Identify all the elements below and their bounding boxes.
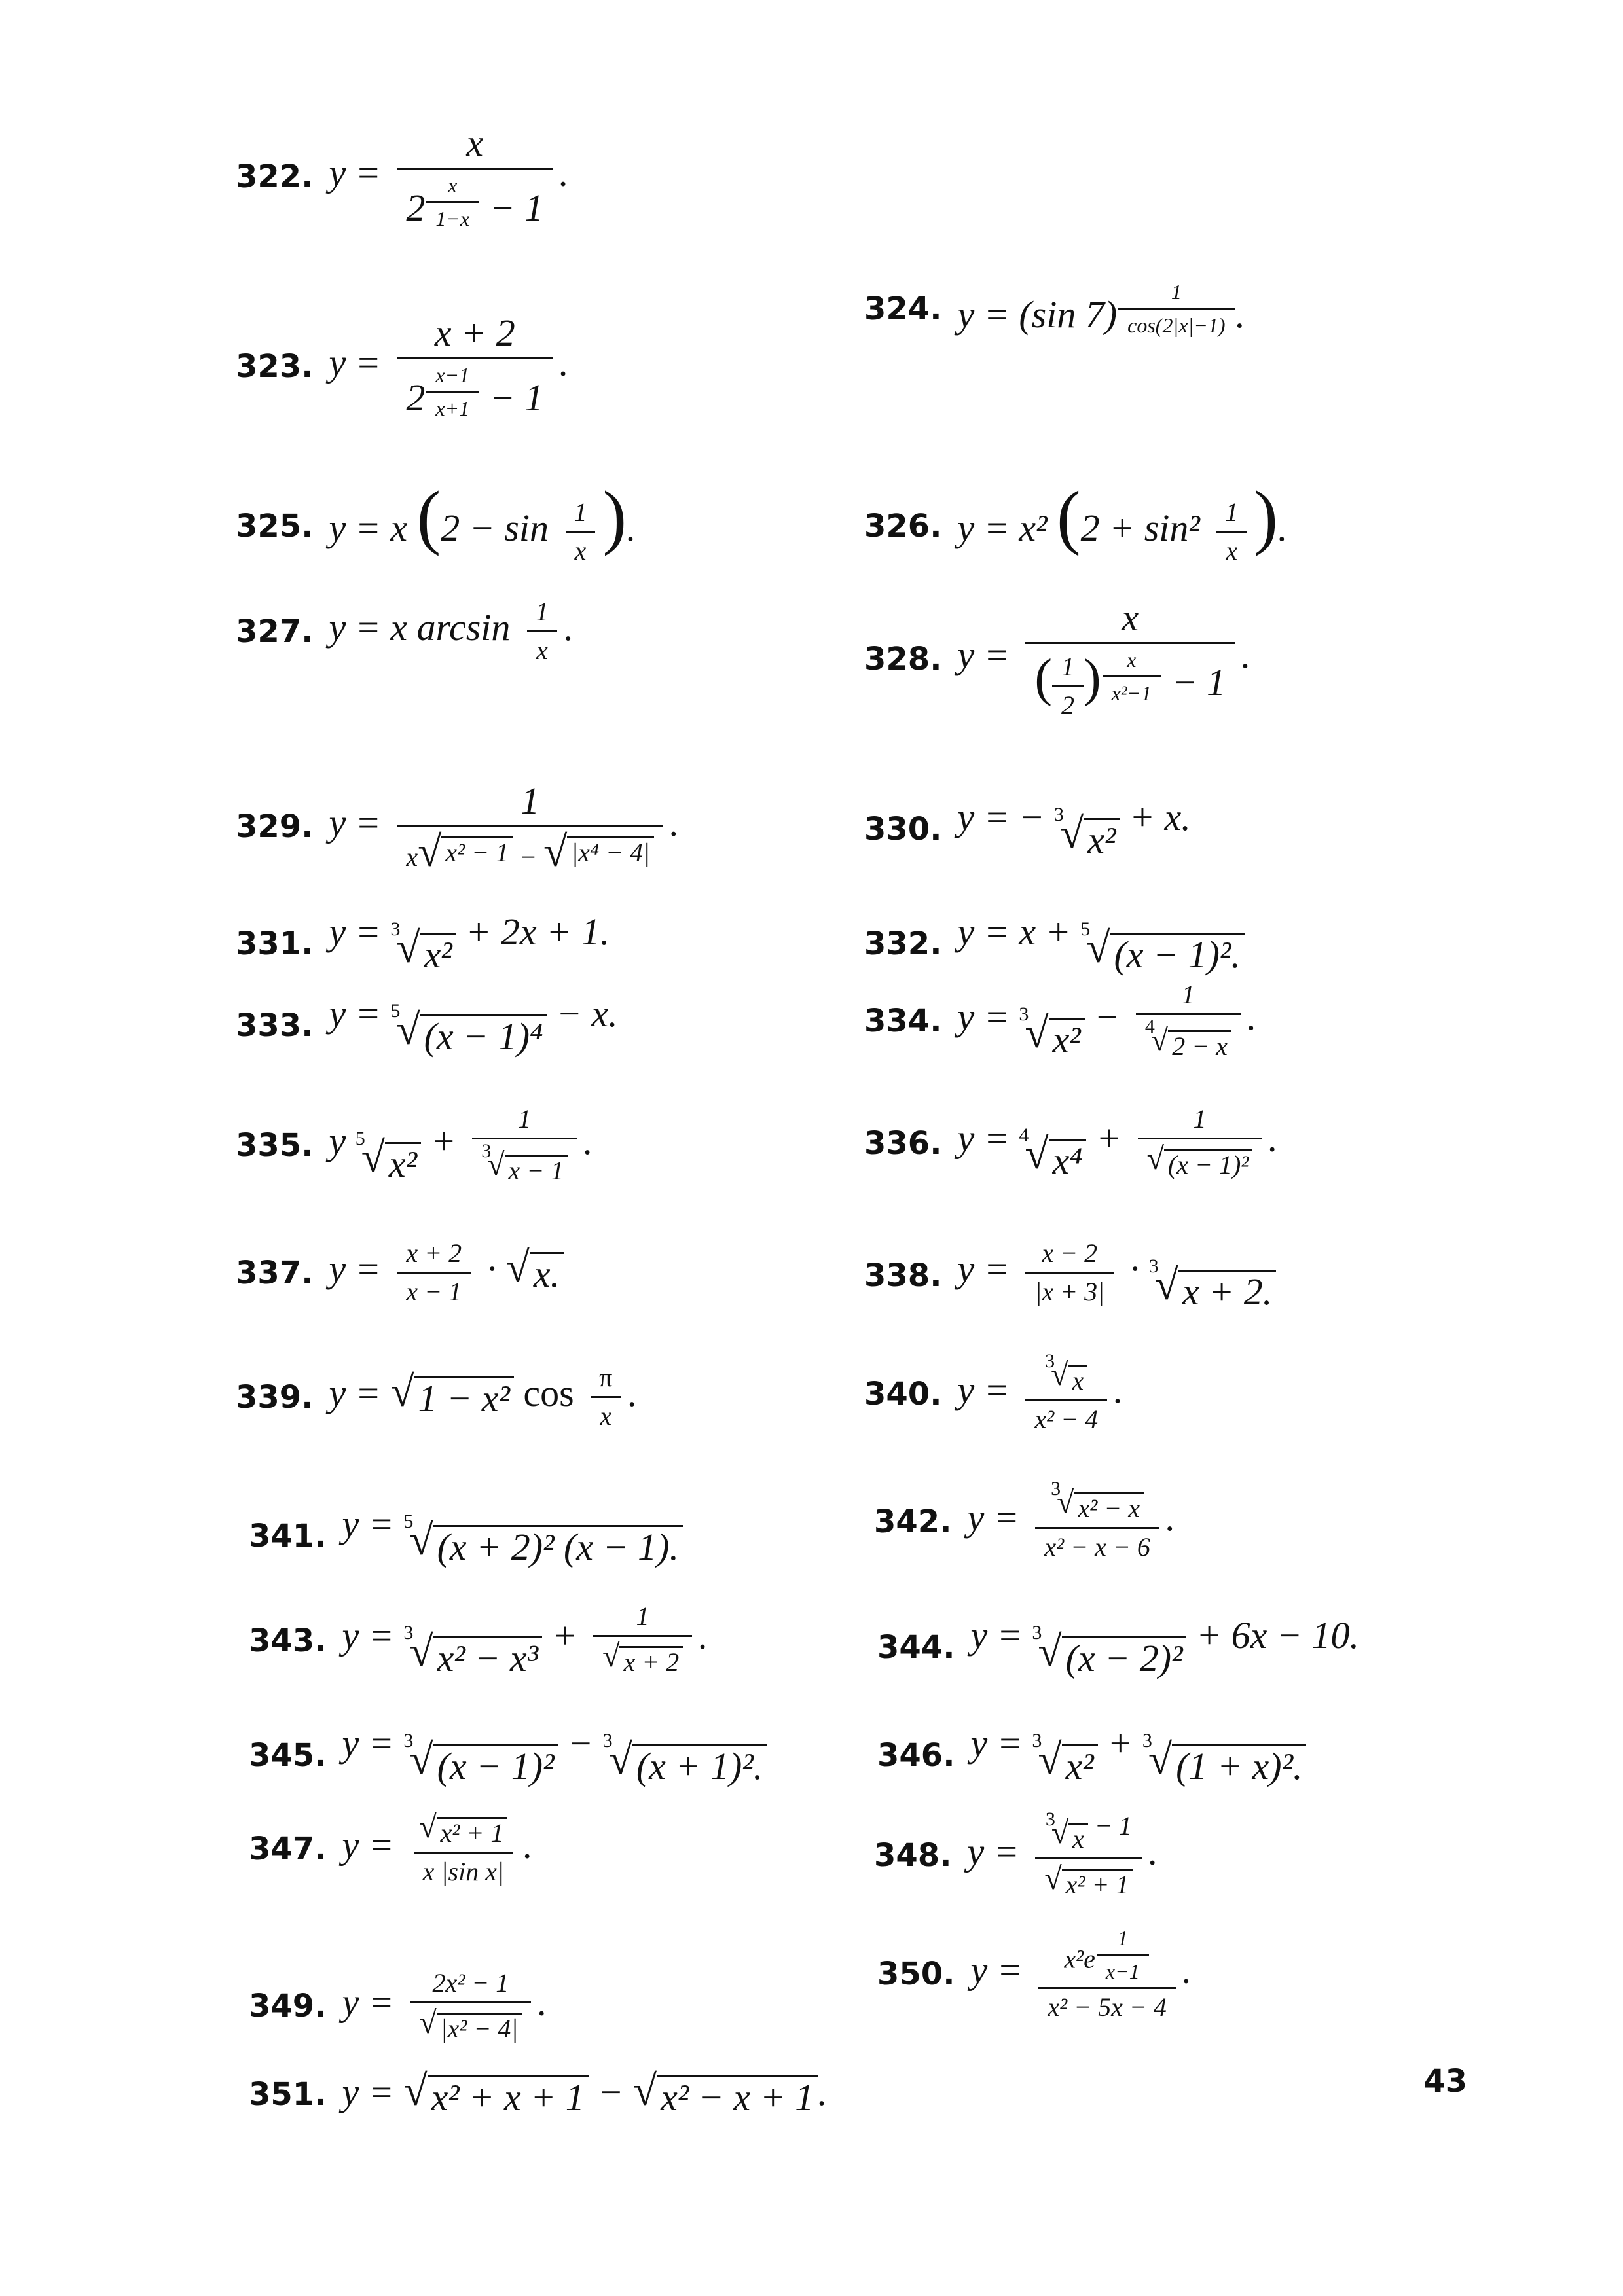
problem-number: 326. (864, 507, 942, 545)
equation: y = x²e $^{\frac{1}{x-1}}$ x² − 5x − 4 . (970, 1926, 1192, 2022)
problem-number: 349. (249, 1988, 327, 2024)
problem-350 (877, 1928, 1192, 2020)
problem-number: 336. (864, 1124, 942, 1162)
problem-number: 348. (874, 1837, 952, 1874)
problem-323 (236, 314, 569, 419)
problem-326 (864, 476, 1288, 566)
equation: y = − 3 √ x² + x. (957, 796, 1191, 861)
problem-324 (864, 281, 1245, 336)
equation: y = √ 1 − x² cos $\frac{\pi}{x}$ . (329, 1363, 638, 1431)
equation: y = 3 √ x² − x x² − x − 6 . (967, 1478, 1176, 1562)
equation: y = 3 √ (x − 1)² − 3 √ (x + 1)². (342, 1725, 767, 1785)
problem-335 (236, 1106, 593, 1184)
problem-343 (249, 1602, 708, 1680)
equation: y = x (2 − sin $\frac{1}{x}$ ). (329, 476, 636, 566)
problem-number: 337. (236, 1254, 314, 1291)
problem-340 (864, 1350, 1123, 1434)
equation: y = x arcsin $\frac{1}{x}$ . (329, 597, 574, 665)
problem-number: 330. (864, 810, 942, 848)
problem-number: 334. (864, 1002, 942, 1039)
problem-329 (236, 780, 680, 876)
equation: y = x ( $\frac{1}{2}$ ) $^{\frac{x}{\text{x²−1}}}$ − 1 . (957, 596, 1251, 720)
problem-322 (236, 124, 569, 229)
problem-number: 328. (864, 640, 942, 677)
problem-348 (874, 1808, 1158, 1899)
problem-number: 331. (236, 925, 314, 962)
equation: y = √ x² + 1 x |sin x| . (342, 1810, 533, 1886)
problem-number: 338. (864, 1257, 942, 1294)
problem-number: 335. (236, 1126, 314, 1164)
problem-339 (236, 1365, 638, 1429)
problem-327 (236, 599, 574, 664)
problem-346 (877, 1722, 1306, 1787)
problem-333 (236, 992, 618, 1058)
equation: y = x + 5 √ (x − 1)². (957, 913, 1244, 974)
problem-number: 332. (864, 925, 942, 962)
problem-336 (864, 1104, 1278, 1183)
problem-number: 341. (249, 1517, 327, 1554)
equation: y = x + 2 2 $^{\frac{x-1}{x+1}}$ − 1 . (329, 312, 569, 420)
problem-330 (864, 798, 1191, 859)
problem-342 (874, 1478, 1176, 1562)
equation: y = $\frac{x - 2}{|x + 3|}$ · 3 √ x + 2. (957, 1240, 1276, 1311)
equation: y = 3 √ x² + 3 √ (1 + x)². (970, 1725, 1306, 1785)
problem-number: 323. (236, 348, 314, 385)
problem-number: 344. (877, 1628, 955, 1666)
problem-number: 342. (874, 1503, 952, 1540)
equation: y = $\frac{x + 2}{x - 1}$ · √ x. (329, 1240, 564, 1305)
problem-number: 325. (236, 507, 314, 545)
problem-325 (236, 476, 636, 566)
problem-number: 327. (236, 613, 314, 650)
problem-345 (249, 1722, 767, 1787)
problem-number: 347. (249, 1831, 327, 1867)
problem-331 (236, 910, 610, 976)
problem-334 (864, 982, 1256, 1060)
problem-347 (249, 1810, 533, 1886)
problem-338 (864, 1240, 1276, 1311)
problem-344 (877, 1614, 1359, 1679)
problem-number: 340. (864, 1375, 942, 1412)
problem-number: 333. (236, 1007, 314, 1044)
equation: y = (sin 7) $^{\frac{1}{\cos(2|x|-1)}}$ . (957, 280, 1245, 337)
problem-number: 322. (236, 158, 314, 195)
equation: y = 5 √ (x + 2)² (x − 1). (342, 1505, 683, 1566)
page-number: 43 (1423, 2063, 1467, 2100)
problem-number: 350. (877, 1956, 955, 1992)
equation: y = √ x² + x + 1 − √ x² − x + 1 . (342, 2067, 828, 2119)
equation: y = 2x² − 1 √ |x² − 4| . (342, 1968, 547, 2043)
problem-351 (249, 2067, 828, 2119)
problem-number: 343. (249, 1622, 327, 1659)
equation: y = x² (2 + sin² $\frac{1}{x}$ ). (957, 476, 1288, 566)
problem-337 (236, 1240, 564, 1305)
equation: y = 3 √ x² − 1 4 √ 2 − x . (957, 980, 1257, 1061)
problem-number: 324. (864, 290, 942, 327)
problem-number: 345. (249, 1736, 327, 1774)
problem-number: 339. (236, 1378, 314, 1416)
equation: y = x 2 $^{\frac{x}{1-x}}$ − 1 . (329, 122, 569, 230)
problem-349 (249, 1970, 547, 2042)
equation: y = 3 √ x² − x³ + 1 √ x + 2 . (342, 1602, 708, 1680)
equation: y = 3 √ (x − 2)² + 6x − 10. (970, 1614, 1359, 1679)
problem-341 (249, 1505, 683, 1566)
equation: y = 5 √ (x − 1)⁴ − x. (329, 992, 618, 1058)
problem-332 (864, 910, 1245, 976)
equation: y = 3 √ x² + 2x + 1. (329, 910, 610, 976)
equation: y 5 √ x² + 1 3 √ x − 1 . (329, 1104, 593, 1185)
equation: y = 3 √ x − 1 √ x² + 1 . (967, 1808, 1158, 1899)
equation: y = 4 √ x⁴ + 1 √ (x − 1)² . (957, 1104, 1278, 1183)
problem-number: 351. (249, 2075, 327, 2113)
equation: y = 3 √ x x² − 4 . (957, 1350, 1123, 1434)
equation: y = 1 x √ x² − 1 − √ |x⁴ − 4| . (329, 780, 680, 876)
problem-number: 346. (877, 1736, 955, 1774)
problem-328 (864, 596, 1251, 720)
problem-number: 329. (236, 808, 314, 846)
